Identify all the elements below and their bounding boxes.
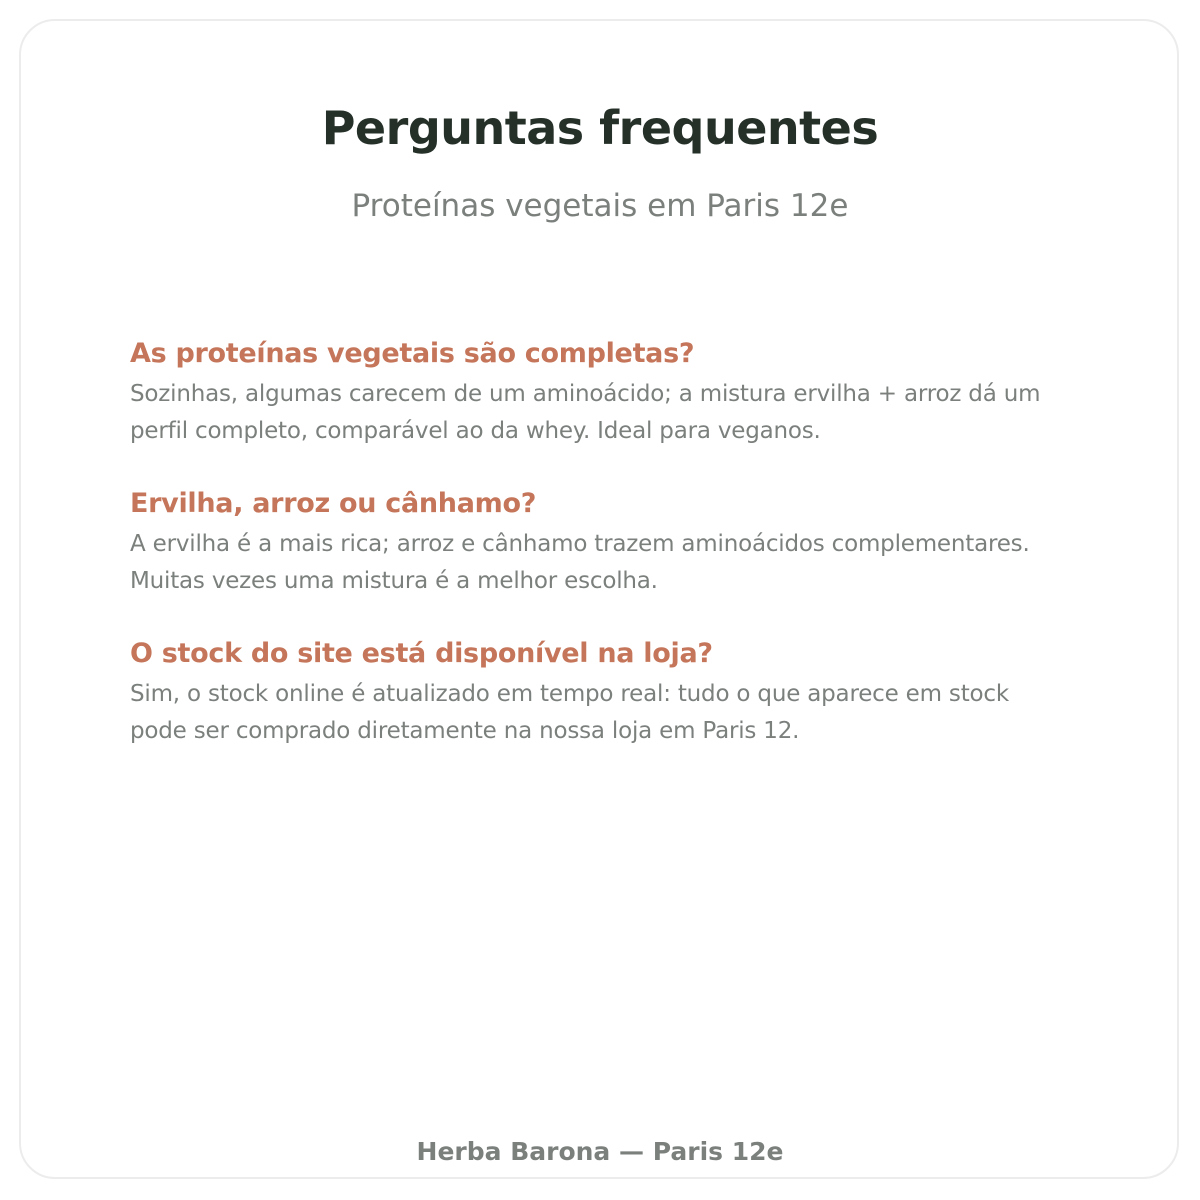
- faq-answer-line: Muitas vezes uma mistura é a melhor escolha.: [130, 568, 658, 594]
- footer-brand: Herba Barona — Paris 12e: [416, 1137, 784, 1166]
- faq-answer: [130, 526, 1130, 600]
- faq-answer: [130, 376, 1130, 450]
- faq-question: As proteínas vegetais são completas?: [130, 338, 695, 369]
- faq-answer-line: A ervilha é a mais rica; arroz e cânhamo trazem aminoácidos complementares.: [130, 531, 1030, 557]
- faq-item: [130, 632, 1130, 750]
- faq-list: [130, 332, 1130, 782]
- faq-answer-line: Sim, o stock online é atualizado em tempo real: tudo o que aparece em stock: [130, 681, 1009, 707]
- page-subtitle: Proteínas vegetais em Paris 12e: [351, 188, 849, 224]
- faq-item: [130, 332, 1130, 450]
- faq-question: Ervilha, arroz ou cânhamo?: [130, 488, 537, 519]
- faq-question: O stock do site está disponível na loja?: [130, 638, 713, 669]
- faq-item: [130, 482, 1130, 600]
- page-title: Perguntas frequentes: [321, 101, 879, 155]
- faq-answer-line: pode ser comprado diretamente na nossa loja em Paris 12.: [130, 718, 800, 744]
- faq-answer-line: Sozinhas, algumas carecem de um aminoácido; a mistura ervilha + arroz dá um: [130, 381, 1041, 407]
- faq-answer-line: perfil completo, comparável ao da whey. Ideal para veganos.: [130, 418, 821, 444]
- faq-answer: [130, 676, 1130, 750]
